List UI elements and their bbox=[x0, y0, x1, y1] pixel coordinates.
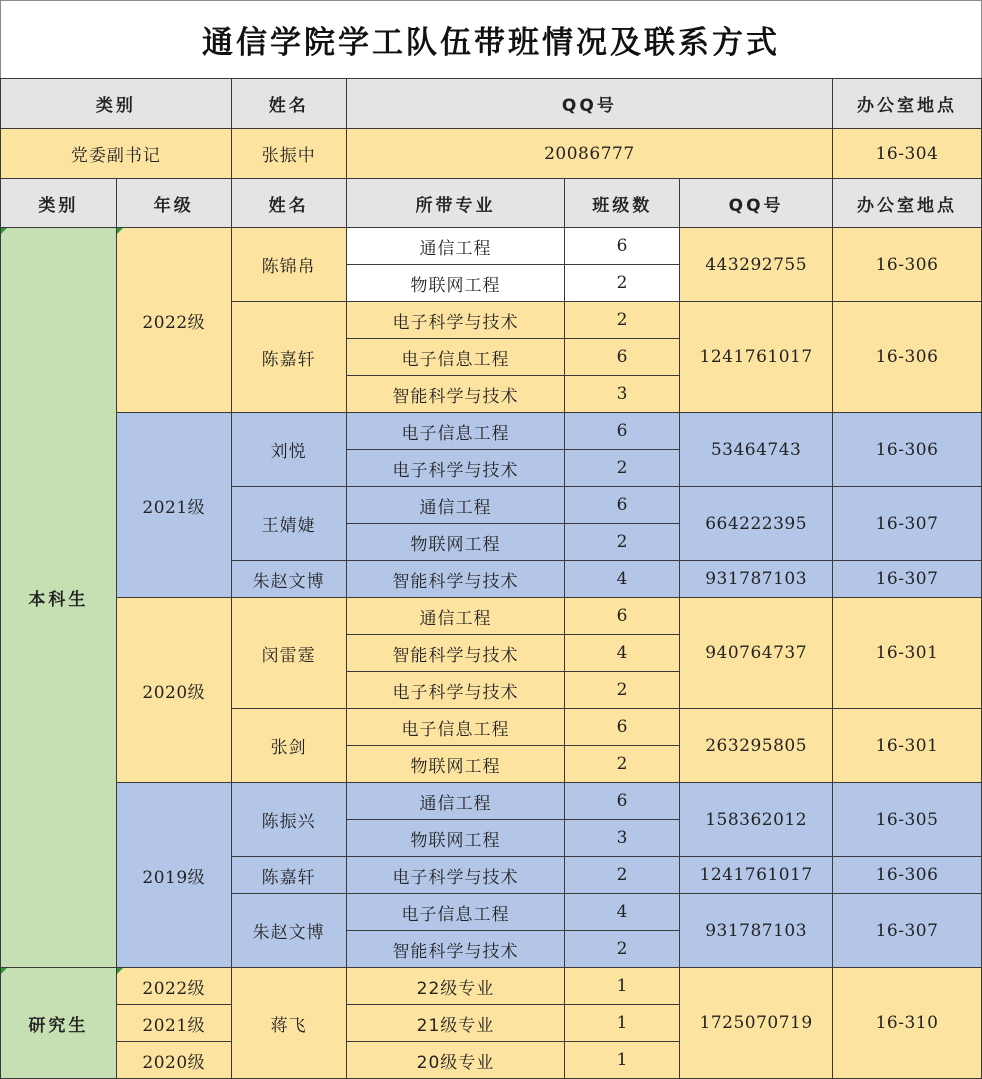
qq-cell: 158362012 bbox=[680, 783, 833, 857]
qq-cell: 1241761017 bbox=[680, 857, 833, 894]
class-count: 2 bbox=[565, 450, 680, 487]
class-count: 6 bbox=[565, 709, 680, 746]
major-cell: 物联网工程 bbox=[346, 265, 565, 302]
class-count: 1 bbox=[565, 1005, 680, 1042]
office-cell: 16-307 bbox=[833, 561, 982, 598]
qq-cell: 931787103 bbox=[680, 894, 833, 968]
major-cell: 通信工程 bbox=[346, 487, 565, 524]
major-cell: 电子科学与技术 bbox=[346, 672, 565, 709]
class-count: 6 bbox=[565, 339, 680, 376]
header-name: 姓名 bbox=[231, 79, 346, 129]
class-count: 1 bbox=[565, 1042, 680, 1079]
major-cell: 物联网工程 bbox=[346, 820, 565, 857]
grade-cell: 2022级 bbox=[116, 968, 231, 1005]
header-category: 类别 bbox=[1, 179, 117, 228]
class-count: 2 bbox=[565, 746, 680, 783]
secretary-name: 张振中 bbox=[231, 129, 346, 179]
major-cell: 物联网工程 bbox=[346, 746, 565, 783]
major-cell: 21级专业 bbox=[346, 1005, 565, 1042]
counselor-name: 张剑 bbox=[231, 709, 346, 783]
office-cell: 16-305 bbox=[833, 783, 982, 857]
counselor-table bbox=[0, 178, 982, 1079]
qq-cell: 263295805 bbox=[680, 709, 833, 783]
major-cell: 电子信息工程 bbox=[346, 894, 565, 931]
major-cell: 20级专业 bbox=[346, 1042, 565, 1079]
class-count: 1 bbox=[565, 968, 680, 1005]
major-cell: 智能科学与技术 bbox=[346, 635, 565, 672]
class-count: 6 bbox=[565, 783, 680, 820]
secretary-office: 16-304 bbox=[833, 129, 982, 179]
office-cell: 16-306 bbox=[833, 302, 982, 413]
major-cell: 通信工程 bbox=[346, 783, 565, 820]
office-cell: 16-301 bbox=[833, 598, 982, 709]
counselor-name: 蒋飞 bbox=[231, 968, 346, 1079]
class-count: 2 bbox=[565, 302, 680, 339]
major-cell: 电子信息工程 bbox=[346, 339, 565, 376]
header-office: 办公室地点 bbox=[833, 79, 982, 129]
office-cell: 16-306 bbox=[833, 228, 982, 302]
major-cell: 电子科学与技术 bbox=[346, 302, 565, 339]
page-title: 通信学院学工队伍带班情况及联系方式 bbox=[0, 0, 982, 78]
qq-cell: 53464743 bbox=[680, 413, 833, 487]
grad-label: 研究生 bbox=[1, 968, 117, 1079]
header-name: 姓名 bbox=[231, 179, 346, 228]
qq-cell: 664222395 bbox=[680, 487, 833, 561]
class-count: 3 bbox=[565, 820, 680, 857]
major-cell: 智能科学与技术 bbox=[346, 376, 565, 413]
class-count: 3 bbox=[565, 376, 680, 413]
grade-cell: 2019级 bbox=[116, 783, 231, 968]
header-grade: 年级 bbox=[116, 179, 231, 228]
counselor-name: 朱赵文博 bbox=[231, 561, 346, 598]
qq-cell: 940764737 bbox=[680, 598, 833, 709]
counselor-name: 陈振兴 bbox=[231, 783, 346, 857]
qq-cell: 931787103 bbox=[680, 561, 833, 598]
major-cell: 电子科学与技术 bbox=[346, 857, 565, 894]
grade-cell: 2021级 bbox=[116, 1005, 231, 1042]
class-count: 4 bbox=[565, 894, 680, 931]
class-count: 4 bbox=[565, 635, 680, 672]
grade-cell: 2020级 bbox=[116, 1042, 231, 1079]
class-count: 2 bbox=[565, 672, 680, 709]
major-cell: 电子信息工程 bbox=[346, 413, 565, 450]
header-qq: QQ号 bbox=[346, 79, 832, 129]
counselor-name: 陈锦帛 bbox=[231, 228, 346, 302]
major-cell: 电子信息工程 bbox=[346, 709, 565, 746]
class-count: 2 bbox=[565, 857, 680, 894]
major-cell: 通信工程 bbox=[346, 228, 565, 265]
major-cell: 电子科学与技术 bbox=[346, 450, 565, 487]
class-count: 2 bbox=[565, 265, 680, 302]
office-cell: 16-307 bbox=[833, 894, 982, 968]
major-cell: 22级专业 bbox=[346, 968, 565, 1005]
counselor-name: 刘悦 bbox=[231, 413, 346, 487]
office-cell: 16-307 bbox=[833, 487, 982, 561]
major-cell: 物联网工程 bbox=[346, 524, 565, 561]
secretary-table bbox=[0, 78, 982, 179]
secretary-qq: 20086777 bbox=[346, 129, 832, 179]
grade-cell: 2021级 bbox=[116, 413, 231, 598]
counselor-name: 陈嘉轩 bbox=[231, 857, 346, 894]
class-count: 6 bbox=[565, 598, 680, 635]
class-count: 2 bbox=[565, 524, 680, 561]
office-cell: 16-301 bbox=[833, 709, 982, 783]
major-cell: 智能科学与技术 bbox=[346, 561, 565, 598]
secretary-category: 党委副书记 bbox=[1, 129, 232, 179]
office-cell: 16-306 bbox=[833, 413, 982, 487]
class-count: 6 bbox=[565, 487, 680, 524]
counselor-name: 陈嘉轩 bbox=[231, 302, 346, 413]
grade-cell: 2020级 bbox=[116, 598, 231, 783]
header-category: 类别 bbox=[1, 79, 232, 129]
major-cell: 智能科学与技术 bbox=[346, 931, 565, 968]
undergrad-label: 本科生 bbox=[1, 228, 117, 968]
header-office: 办公室地点 bbox=[833, 179, 982, 228]
class-count: 4 bbox=[565, 561, 680, 598]
qq-cell: 443292755 bbox=[680, 228, 833, 302]
counselor-name: 朱赵文博 bbox=[231, 894, 346, 968]
class-count: 2 bbox=[565, 931, 680, 968]
major-cell: 通信工程 bbox=[346, 598, 565, 635]
qq-cell: 1725070719 bbox=[680, 968, 833, 1079]
counselor-name: 闵雷霆 bbox=[231, 598, 346, 709]
header-major: 所带专业 bbox=[346, 179, 565, 228]
office-cell: 16-310 bbox=[833, 968, 982, 1079]
class-count: 6 bbox=[565, 413, 680, 450]
office-cell: 16-306 bbox=[833, 857, 982, 894]
header-qq: QQ号 bbox=[680, 179, 833, 228]
header-classes: 班级数 bbox=[565, 179, 680, 228]
class-count: 6 bbox=[565, 228, 680, 265]
qq-cell: 1241761017 bbox=[680, 302, 833, 413]
counselor-name: 王婧婕 bbox=[231, 487, 346, 561]
grade-cell: 2022级 bbox=[116, 228, 231, 413]
